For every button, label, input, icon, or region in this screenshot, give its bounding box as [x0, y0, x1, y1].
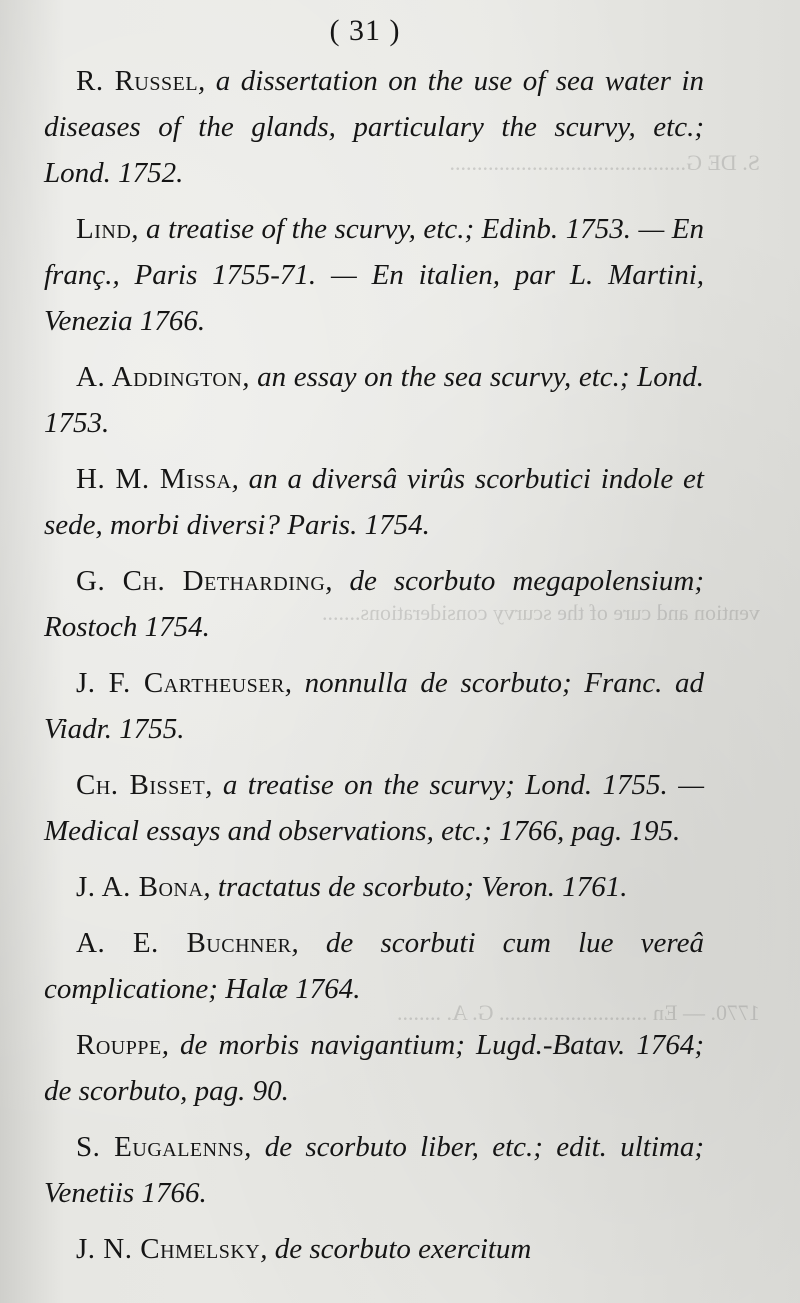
- entry-author: J. N. Chmelsky: [76, 1233, 261, 1265]
- page-number: ( 31 ): [329, 14, 401, 47]
- bibliography-entry: [44, 1226, 704, 1272]
- entry-author: J. F. Cartheuser: [76, 667, 285, 699]
- entry-author: Rouppe: [76, 1029, 162, 1061]
- entry-author: J. A. Bona: [76, 871, 204, 903]
- bibliography-list: [44, 58, 704, 1282]
- entry-text: , de scorbuto megapolensium; Rostoch 1754.: [44, 565, 705, 643]
- entry-author: G. Ch. Detharding: [76, 565, 326, 597]
- entry-author: Lind: [76, 213, 132, 245]
- bibliography-entry: [44, 354, 704, 446]
- bibliography-entry: [44, 864, 704, 910]
- bibliography-entry: [44, 762, 704, 854]
- entry-text: , tractatus de scorbuto; Veron. 1761.: [203, 871, 628, 903]
- bibliography-entry: [44, 1022, 704, 1114]
- bleed-through-text: vention and cure of the scurvy considerations.......: [321, 600, 760, 625]
- entry-text: , de scorbuto exercitum: [260, 1233, 532, 1265]
- entry-author: S. Eugalenns: [76, 1131, 245, 1163]
- bibliography-entry: [44, 558, 704, 650]
- entry-author: A. E. Buchner: [76, 927, 292, 959]
- bibliography-entry: [44, 1124, 704, 1216]
- bibliography-entry: [44, 920, 704, 1012]
- entry-author: A. Addington: [76, 361, 243, 393]
- bibliography-entry: [44, 206, 704, 344]
- entry-text: , de scorbuto liber, etc.; edit. ultima; Venetiis 1766.: [44, 1131, 704, 1209]
- entry-author: Ch. Bisset: [76, 769, 206, 801]
- bibliography-entry: [44, 660, 704, 752]
- entry-text: , de scorbuti cum lue vereâ complicatione; Halæ 1764.: [44, 927, 705, 1005]
- bibliography-entry: [44, 58, 704, 196]
- bleed-through-text: S. DE G...........................................: [449, 150, 760, 175]
- entry-text: , de morbis navigantium; Lugd.-Batav. 1764; de scorbuto, pag. 90.: [44, 1029, 704, 1107]
- entry-author: H. M. Missa: [76, 463, 232, 495]
- bibliography-entry: [44, 456, 704, 548]
- entry-text: , a treatise on the scurvy; Lond. 1755. — Medical essays and observations, etc.; 1766, pag. 195.: [44, 769, 704, 847]
- entry-text: , an essay on the sea scurvy, etc.; Lond. 1753.: [44, 361, 704, 439]
- entry-text: , nonnulla de scorbuto; Franc. ad Viadr. 1755.: [44, 667, 704, 745]
- entry-author: R. Russel: [76, 65, 199, 97]
- entry-text: , a dissertation on the use of sea water in diseases of the glands, particulary the scurvy, etc.; Lond. 1752.: [44, 65, 704, 189]
- entry-text: , a treatise of the scurvy, etc.; Edinb. 1753. — En franç., Paris 1755-71. — En italien, par L. Martini, Venezia 1766.: [44, 213, 704, 337]
- entry-text: , an a diversâ virûs scorbutici indole et sede, morbi diversi? Paris. 1754.: [44, 463, 704, 541]
- bleed-through-text: 1770. — En ........................... G. A. ........: [397, 1000, 760, 1025]
